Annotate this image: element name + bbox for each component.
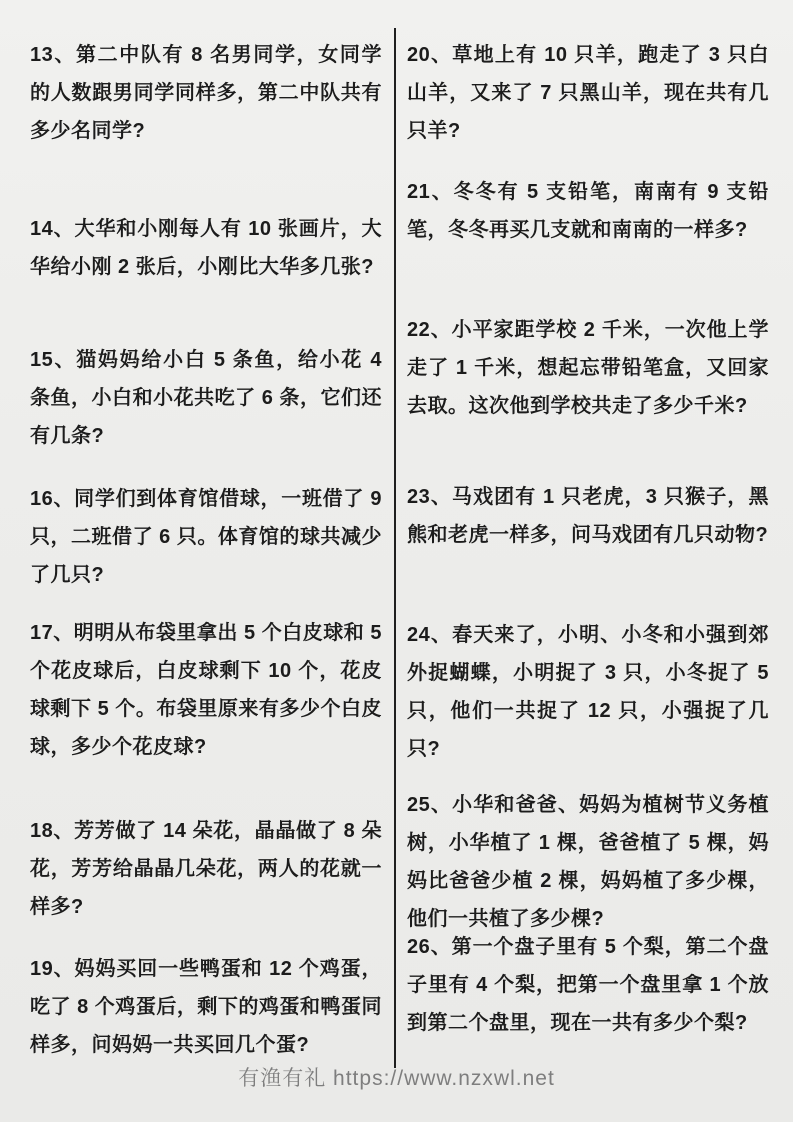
- problem-14: 14、大华和小刚每人有 10 张画片，大华给小刚 2 张后，小刚比大华多几张?: [30, 218, 382, 278]
- problem-20: 20、草地上有 10 只羊，跑走了 3 只白山羊，又来了 7 只黑山羊，现在共有几只羊?: [407, 44, 769, 142]
- problem-24: 24、春天来了，小明、小冬和小强到郊外捉蝴蝶，小明捉了 3 只，小冬捉了 5 只，他们一共捉了 12 只，小强捉了几只?: [407, 624, 769, 760]
- problem-19: 19、妈妈买回一些鸭蛋和 12 个鸡蛋，吃了 8 个鸡蛋后，剩下的鸡蛋和鸭蛋同样多，问妈妈一共买回几个蛋?: [30, 958, 382, 1056]
- problem-15: 15、猫妈妈给小白 5 条鱼，给小花 4 条鱼，小白和小花共吃了 6 条，它们还有几条?: [30, 349, 382, 447]
- problem-18: 18、芳芳做了 14 朵花，晶晶做了 8 朵花，芳芳给晶晶几朵花，两人的花就一样多?: [30, 820, 382, 918]
- problem-23: 23、马戏团有 1 只老虎，3 只猴子，黑熊和老虎一样多，问马戏团有几只动物?: [407, 486, 769, 546]
- column-divider-line: [394, 28, 396, 1068]
- problem-22: 22、小平家距学校 2 千米，一次他上学走了 1 千米，想起忘带铅笔盒，又回家去取。这次他到学校共走了多少千米?: [407, 319, 769, 417]
- problem-13: 13、第二中队有 8 名男同学，女同学的人数跟男同学同样多，第二中队共有多少名同学?: [30, 44, 382, 142]
- problem-16: 16、同学们到体育馆借球，一班借了 9 只，二班借了 6 只。体育馆的球共减少了几只?: [30, 488, 382, 586]
- problem-21: 21、冬冬有 5 支铅笔，南南有 9 支铅笔，冬冬再买几支就和南南的一样多?: [407, 181, 769, 241]
- problem-25: 25、小华和爸爸、妈妈为植树节义务植树，小华植了 1 棵，爸爸植了 5 棵，妈妈比爸爸少植 2 棵，妈妈植了多少棵，他们一共植了多少棵?: [407, 794, 769, 930]
- footer-watermark: 有渔有礼 https://www.nzxwl.net: [238, 1067, 555, 1090]
- problem-17: 17、明明从布袋里拿出 5 个白皮球和 5 个花皮球后，白皮球剩下 10 个，花皮球剩下 5 个。布袋里原来有多少个白皮球，多少个花皮球?: [30, 622, 382, 758]
- problem-26: 26、第一个盘子里有 5 个梨，第二个盘子里有 4 个梨，把第一个盘里拿 1 个放到第二个盘里，现在一共有多少个梨?: [407, 936, 769, 1034]
